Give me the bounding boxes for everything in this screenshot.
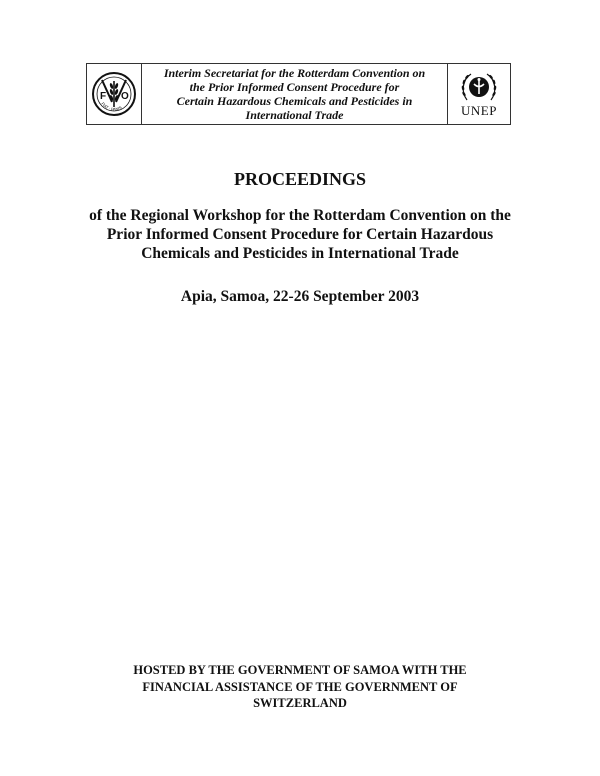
subtitle-line: of the Regional Workshop for the Rotterdam Convention on the [89, 207, 511, 224]
unep-logo-icon [459, 70, 499, 104]
document-subtitle [0, 206, 600, 263]
hosted-line: SWITZERLAND [253, 696, 347, 710]
hosted-by-statement [0, 662, 600, 712]
fao-logo-cell [87, 64, 142, 124]
hosted-line: FINANCIAL ASSISTANCE OF THE GOVERNMENT OF [142, 679, 458, 694]
hosted-line: HOSTED BY THE GOVERNMENT OF SAMOA WITH THE [133, 663, 467, 677]
secretariat-name [164, 66, 425, 122]
secretariat-line: Certain Hazardous Chemicals and Pesticides in [176, 94, 413, 108]
fao-logo-icon [91, 71, 137, 117]
subtitle-line: Chemicals and Pesticides in International Trade [141, 245, 459, 262]
svg-text:F: F [100, 91, 107, 102]
place-and-date: Apia, Samoa, 22-26 September 2003 [180, 288, 420, 305]
secretariat-line: International Trade [245, 108, 344, 122]
unep-label: UNEP [461, 102, 497, 118]
document-title: PROCEEDINGS [233, 169, 367, 189]
svg-text:O: O [121, 91, 129, 102]
svg-text:FIAT · PANIS: FIAT · PANIS [100, 101, 123, 112]
header-table [86, 63, 511, 125]
unep-logo-cell [448, 64, 510, 124]
secretariat-line: the Prior Informed Consent Procedure for [189, 80, 400, 94]
subtitle-line: Prior Informed Consent Procedure for Certain Hazardous [106, 226, 494, 243]
secretariat-cell [142, 64, 448, 124]
secretariat-line: Interim Secretariat for the Rotterdam Convention on [163, 66, 426, 80]
